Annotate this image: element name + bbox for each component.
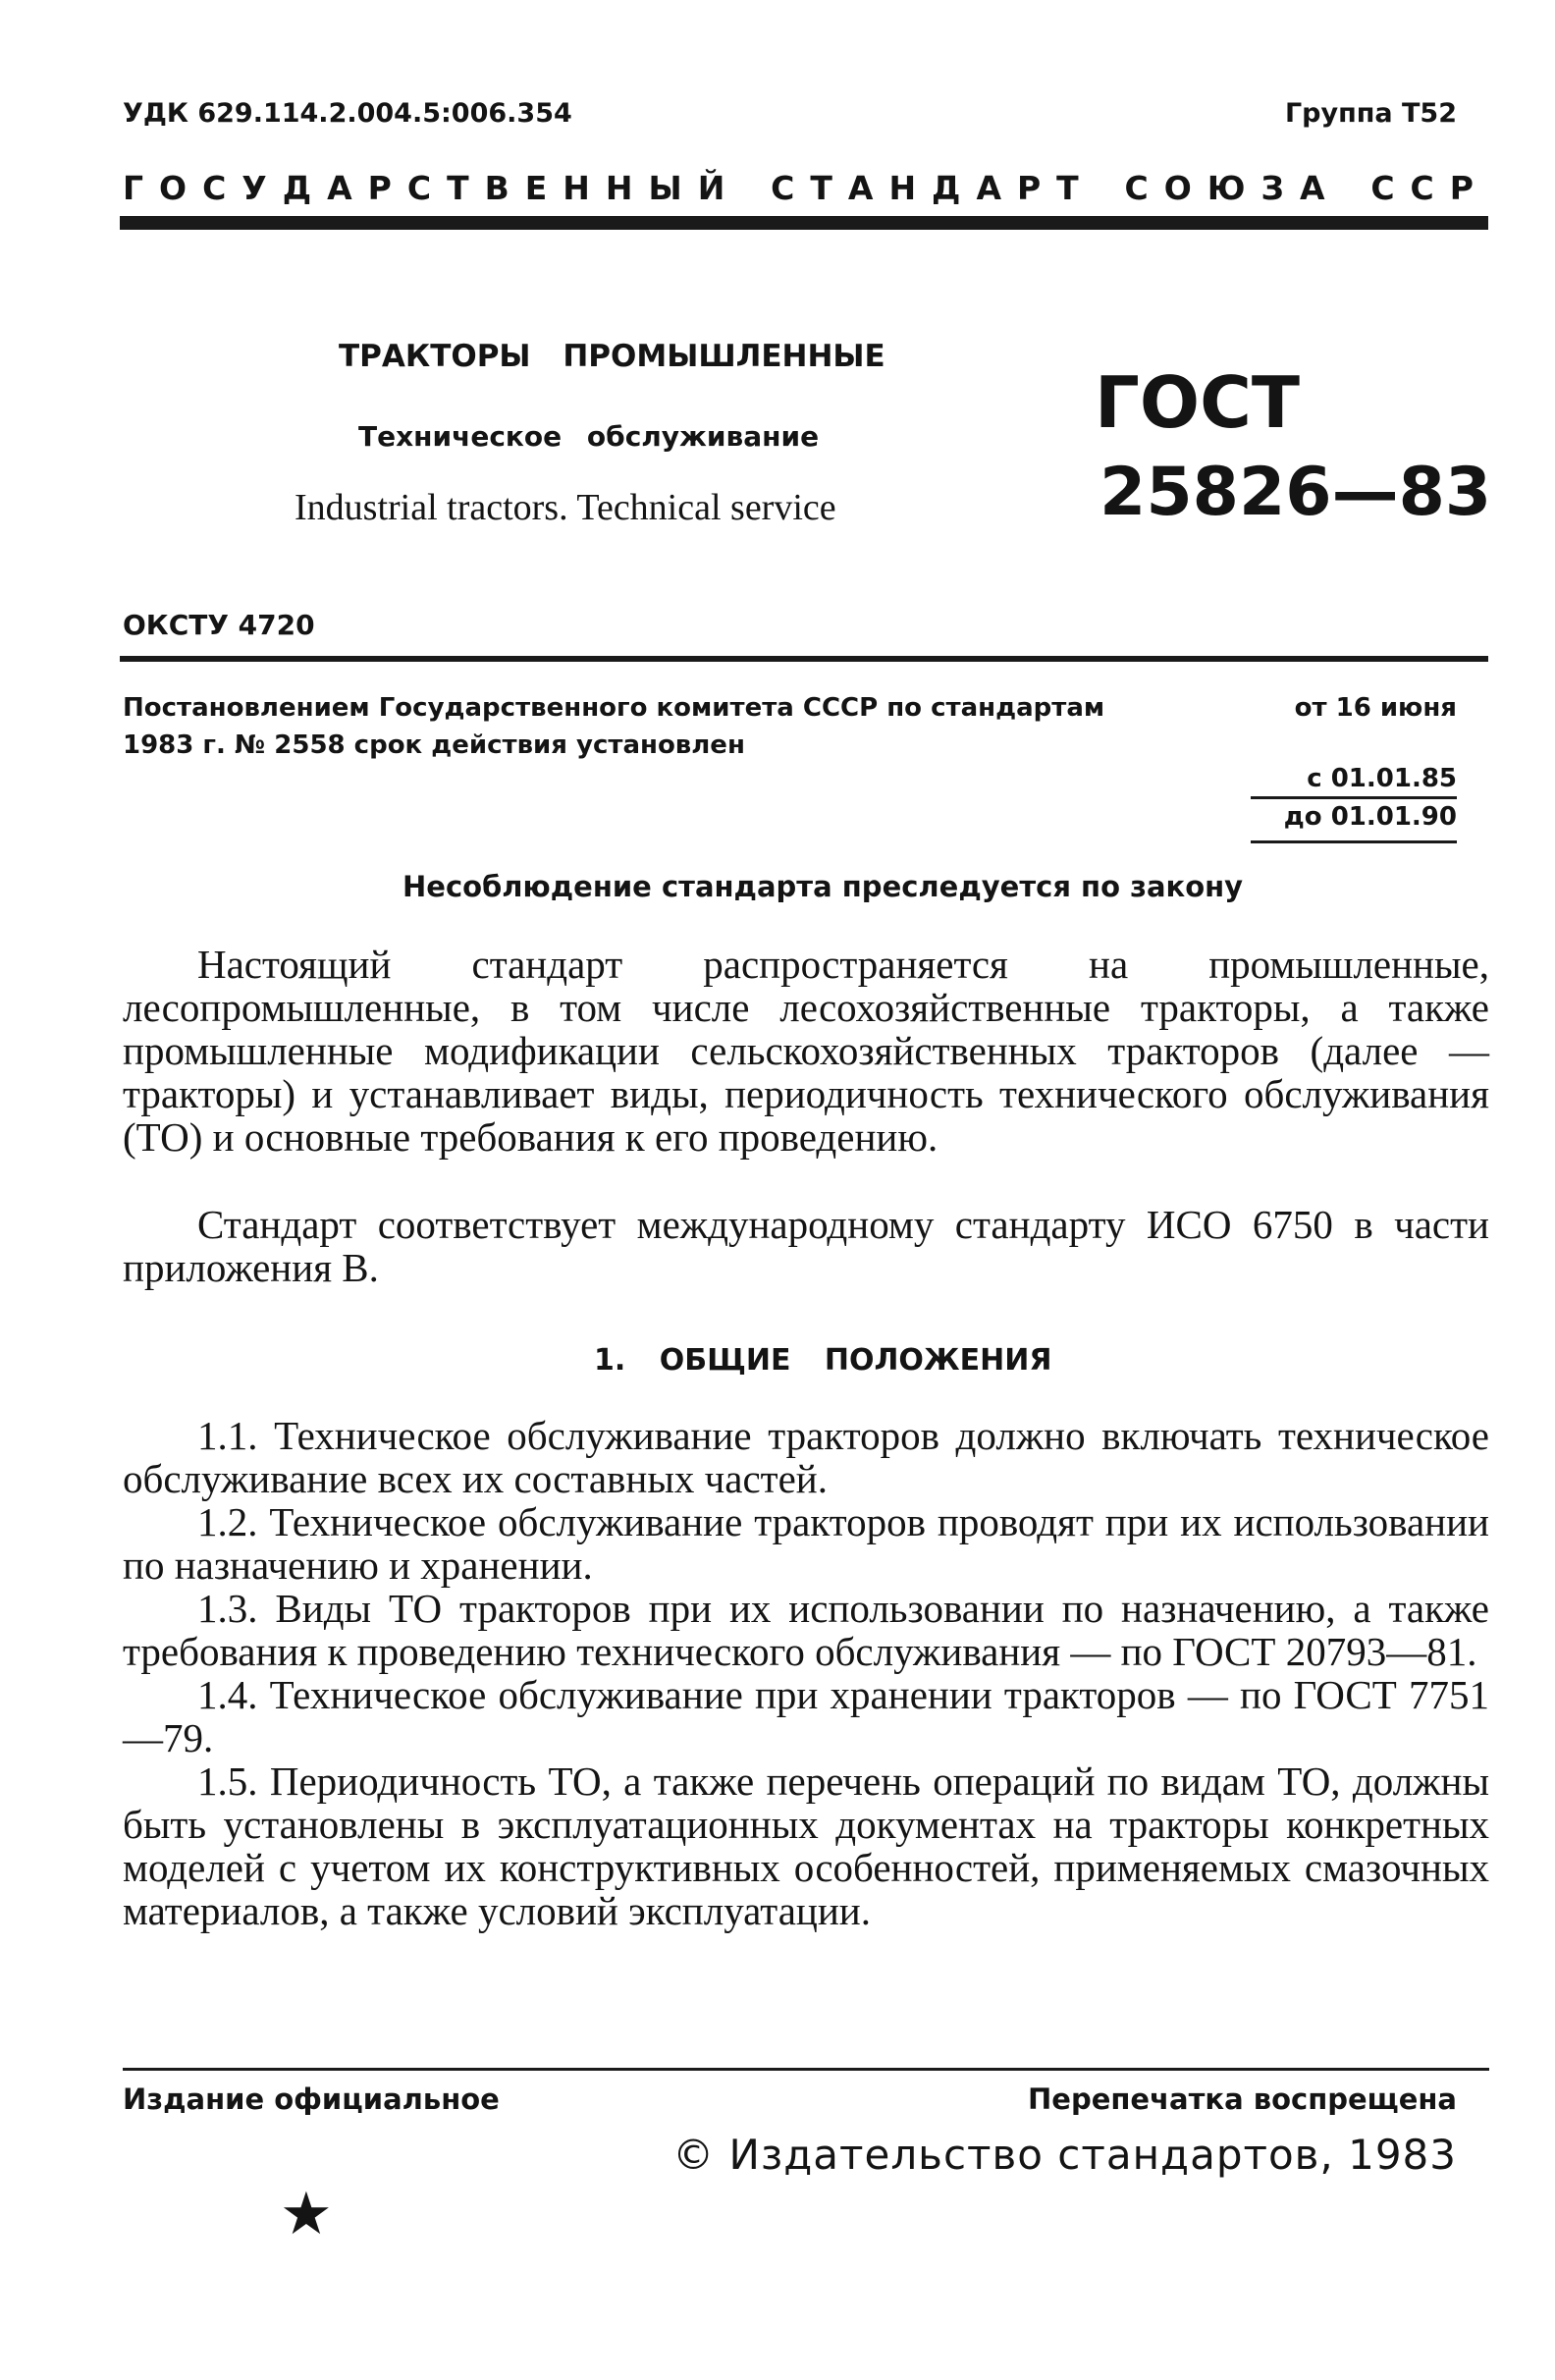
header-rule xyxy=(120,216,1488,230)
validity-period xyxy=(1251,761,1457,843)
clause-item: 1.3. Виды ТО тракторов при их использовании по назначению, а также требования к проведению технического обслуживания — по ГОСТ 20793—81. xyxy=(123,1586,1489,1674)
udk-code: УДК 629.114.2.004.5:006.354 xyxy=(123,98,572,129)
clause-item: 1.1. Техническое обслуживание тракторов должно включать техническое обслуживание всех их составных частей. xyxy=(123,1413,1489,1501)
decree-date: от 16 июня xyxy=(1294,693,1457,723)
intro-paragraph: Настоящий стандарт распространяется на промышленные, лесопромышленные, в том числе лесохозяйственные тракторы, а также промышленные модификации сельскохозяйственных тракторов (далее — тракторы) и устанавливает виды, периодичность технического обслуживания (ТО) и основные требования к его проведению. xyxy=(123,942,1489,1160)
standard-title-word: ССР xyxy=(1370,169,1489,207)
edition-note: Издание официальное xyxy=(123,2082,500,2116)
reprint-note: Перепечатка воспрещена xyxy=(1028,2082,1457,2116)
valid-to: до 01.01.90 xyxy=(1283,802,1457,832)
clause-item: 1.4. Техническое обслуживание при хранении тракторов — по ГОСТ 7751—79. xyxy=(123,1672,1489,1760)
gost-label: ГОСТ xyxy=(1095,361,1301,444)
document-subtitle: Техническое обслуживание xyxy=(358,420,820,453)
decree-line-2: 1983 г. № 2558 срок действия установлен xyxy=(123,730,745,760)
group-code: Группа Т52 xyxy=(1284,98,1457,129)
english-title: Industrial tractors. Technical service xyxy=(295,487,836,528)
standard-title-word: СТАНДАРТ xyxy=(771,169,1095,207)
intro-paragraph: Стандарт соответствует международному стандарту ИСО 6750 в части приложения В. xyxy=(123,1202,1489,1290)
clause-list xyxy=(123,1414,1489,1932)
standard-title-word: СОЮЗА xyxy=(1124,169,1341,207)
clause-item: 1.5. Периодичность ТО, а также перечень операций по видам ТО, должны быть установлены в эксплуатационных документах на тракторы конкретных моделей с учетом их конструктивных особенностей, применяемых смазочных материалов, а также условий эксплуатации. xyxy=(123,1758,1489,1933)
standard-title xyxy=(123,169,1489,207)
validity-rule xyxy=(1251,840,1457,843)
clause-item: 1.2. Техническое обслуживание тракторов проводят при их использовании по назначению и хранении. xyxy=(123,1499,1489,1588)
section-heading: 1. ОБЩИЕ ПОЛОЖЕНИЯ xyxy=(594,1343,1052,1378)
okstu-rule xyxy=(120,656,1488,662)
copyright-line: © Издательство стандартов, 1983 xyxy=(672,2131,1457,2179)
star-icon: ★ xyxy=(280,2180,333,2248)
okstu-code: ОКСТУ 4720 xyxy=(123,609,315,641)
footer-rule xyxy=(123,2068,1489,2071)
enforcement-notice: Несоблюдение стандарта преследуется по закону xyxy=(402,870,1244,903)
standard-title-word: ГОСУДАРСТВЕННЫЙ xyxy=(123,169,741,207)
valid-from: с 01.01.85 xyxy=(1307,764,1457,793)
decree-line-1: Постановлением Государственного комитета СССР по стандартам xyxy=(123,693,1105,723)
gost-number: 25826—83 xyxy=(1099,454,1492,531)
document-title: ТРАКТОРЫ ПРОМЫШЛЕННЫЕ xyxy=(339,339,885,374)
